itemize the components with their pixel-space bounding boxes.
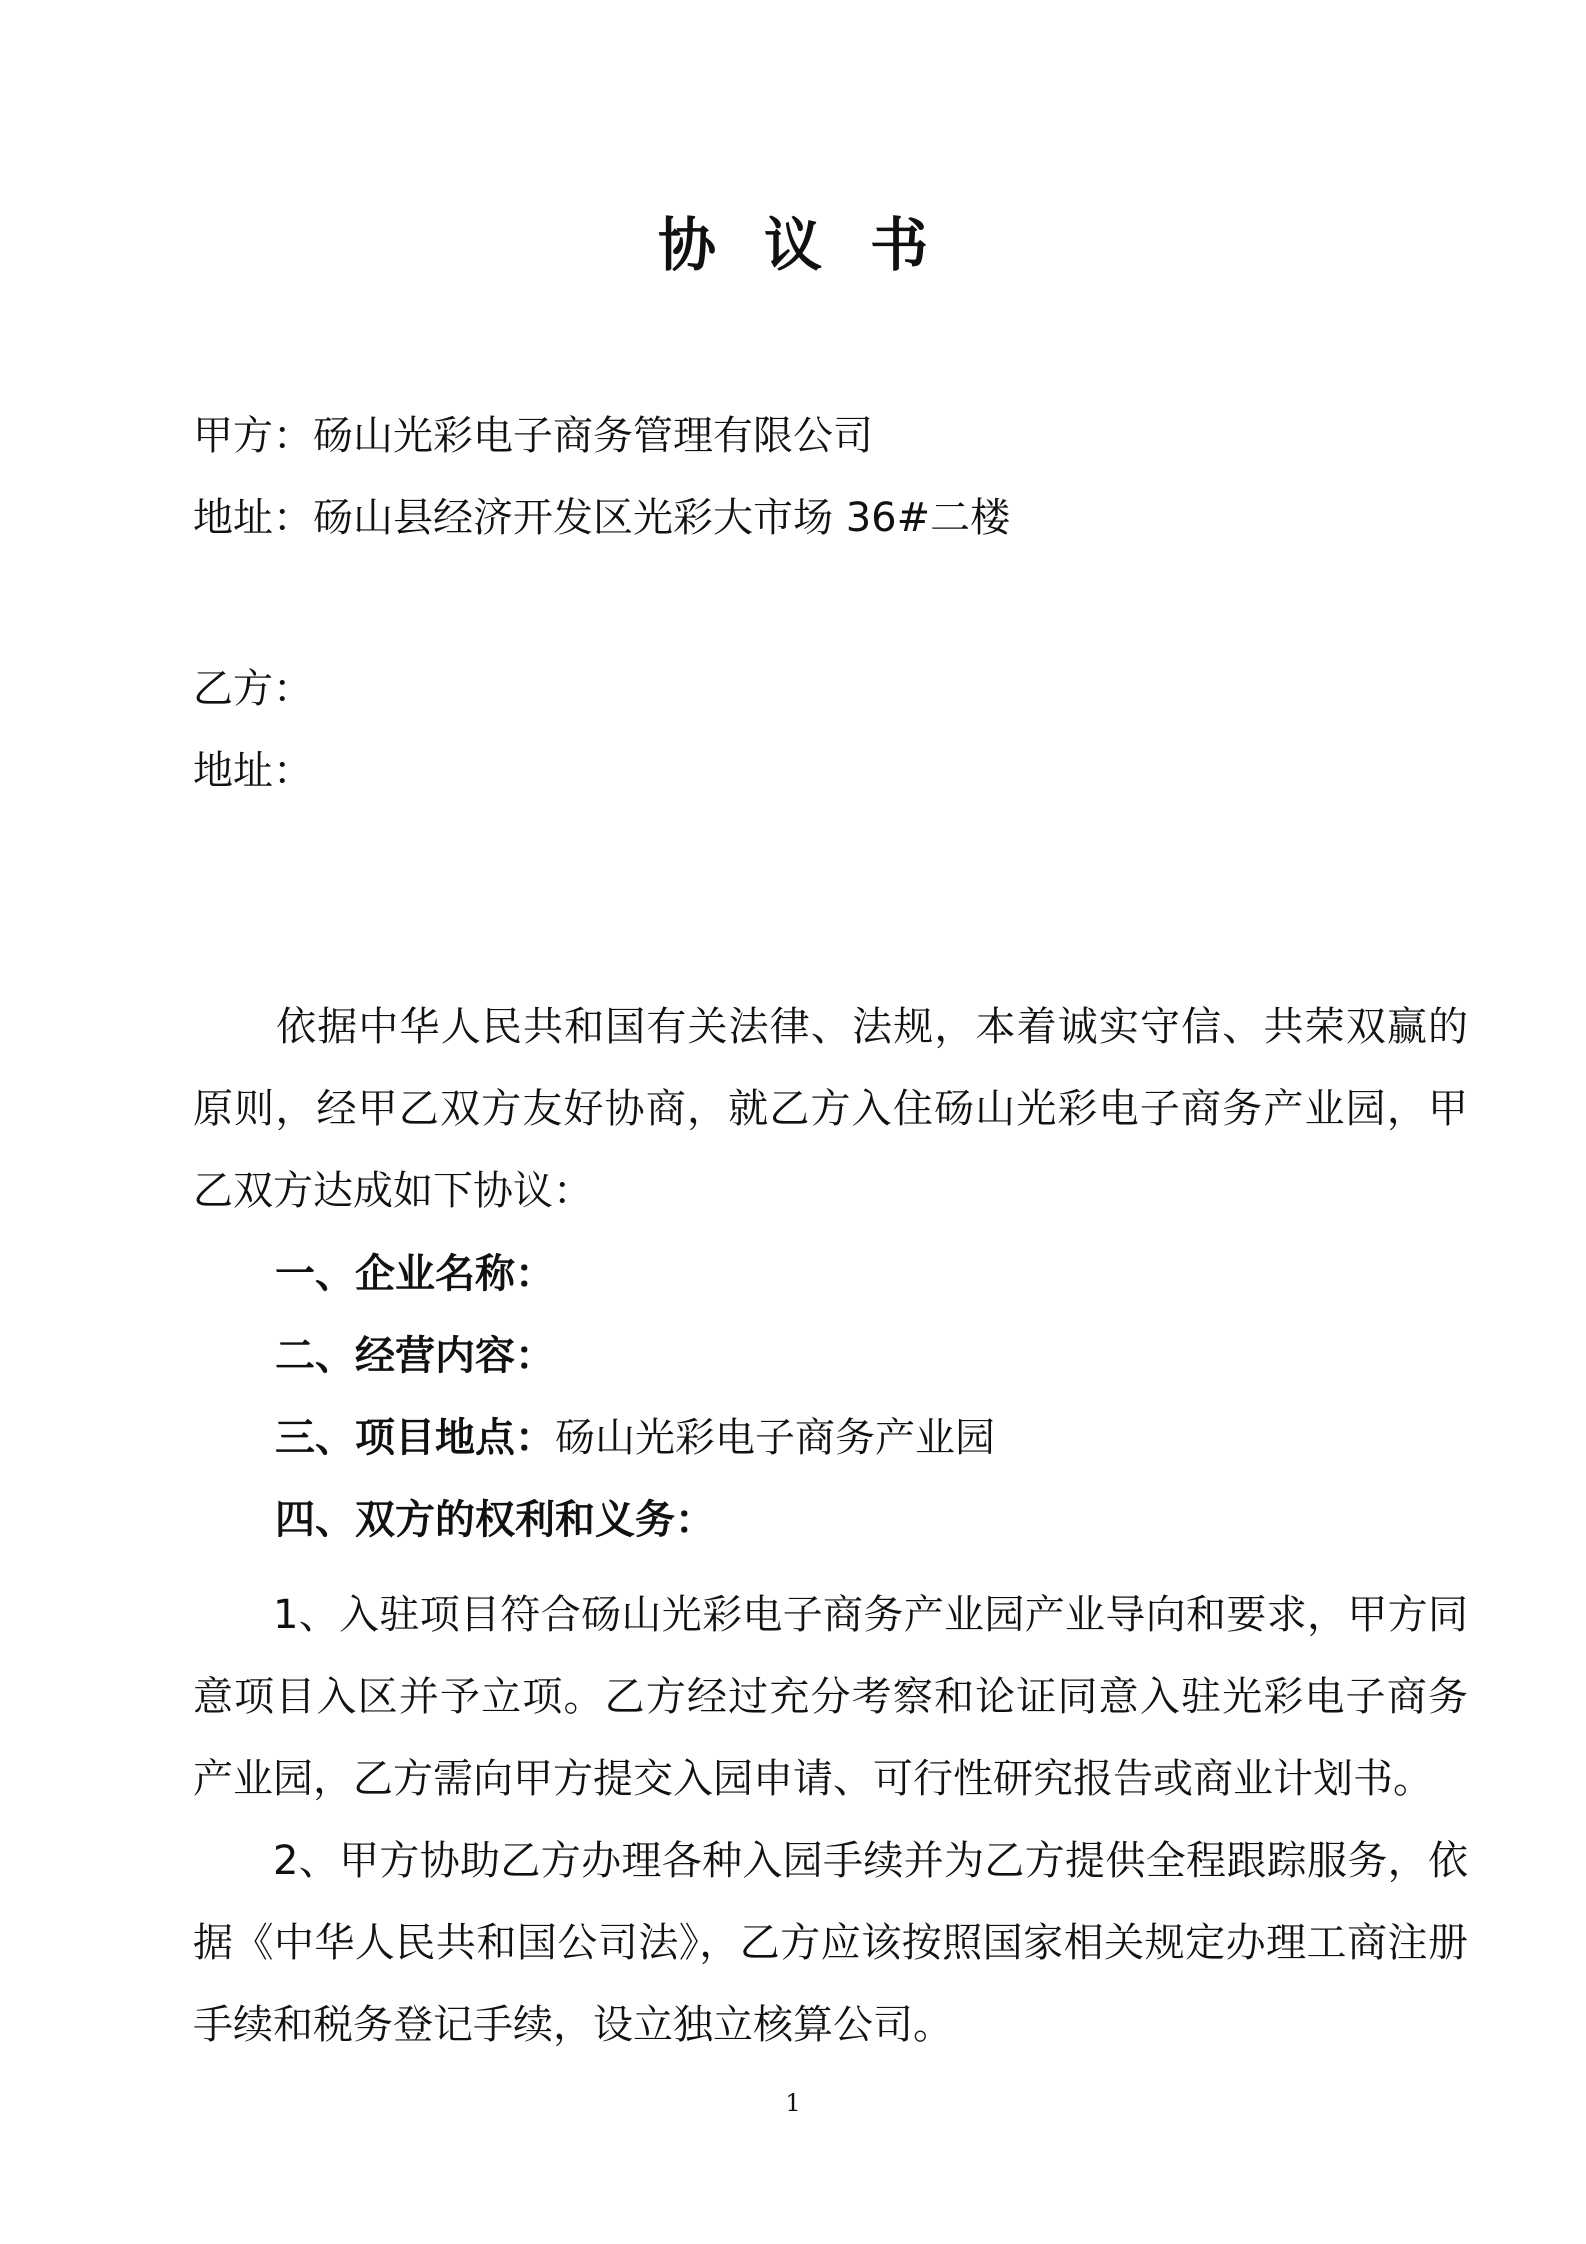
party-b-label: 乙方： <box>193 666 313 712</box>
party-a-address: 砀山县经济开发区光彩大市场 36#二楼 <box>313 495 1011 541</box>
party-a-name: 砀山光彩电子商务管理有限公司 <box>313 413 873 459</box>
clause-2-paragraph <box>193 1820 1468 2066</box>
clause-2-text: 2、甲方协助乙方办理各种入园手续并为乙方提供全程跟踪服务，依据《中华人民共和国公司法》，乙方应该按照国家相关规定办理工商注册手续和税务登记手续，设立独立核算公司。 <box>193 1838 1468 2048</box>
page-number: 1 <box>785 2089 801 2117</box>
clause-1-text: 1、入驻项目符合砀山光彩电子商务产业园产业导向和要求，甲方同意项目入区并予立项。乙方经过充分考察和论证同意入驻光彩电子商务产业园，乙方需向甲方提交入园申请、可行性研究报告或商业计划书。 <box>193 1592 1468 1802</box>
document-title: 协议书 <box>657 211 976 279</box>
section-rights-obligations: 四、双方的权利和义务： <box>275 1497 715 1543</box>
preamble-paragraph <box>193 986 1468 1232</box>
party-a-label: 甲方： <box>193 413 313 459</box>
section-business-scope: 二、经营内容： <box>275 1333 555 1379</box>
section-project-location <box>275 1410 995 1466</box>
section-project-location-label: 三、项目地点： <box>275 1415 555 1461</box>
section-project-location-value: 砀山光彩电子商务产业园 <box>555 1415 995 1461</box>
party-a-address-label: 地址： <box>193 495 313 541</box>
preamble-text: 依据中华人民共和国有关法律、法规，本着诚实守信、共荣双赢的原则，经甲乙双方友好协商，就乙方入住砀山光彩电子商务产业园，甲乙双方达成如下协议： <box>193 1004 1468 1214</box>
party-b-address-line <box>193 743 313 799</box>
party-b-line <box>193 661 313 717</box>
section-company-name: 一、企业名称： <box>275 1251 555 1297</box>
clause-1-paragraph <box>193 1574 1468 1820</box>
party-b-address-label: 地址： <box>193 748 313 794</box>
party-a-line <box>193 408 873 464</box>
party-a-address-line <box>193 490 1010 546</box>
